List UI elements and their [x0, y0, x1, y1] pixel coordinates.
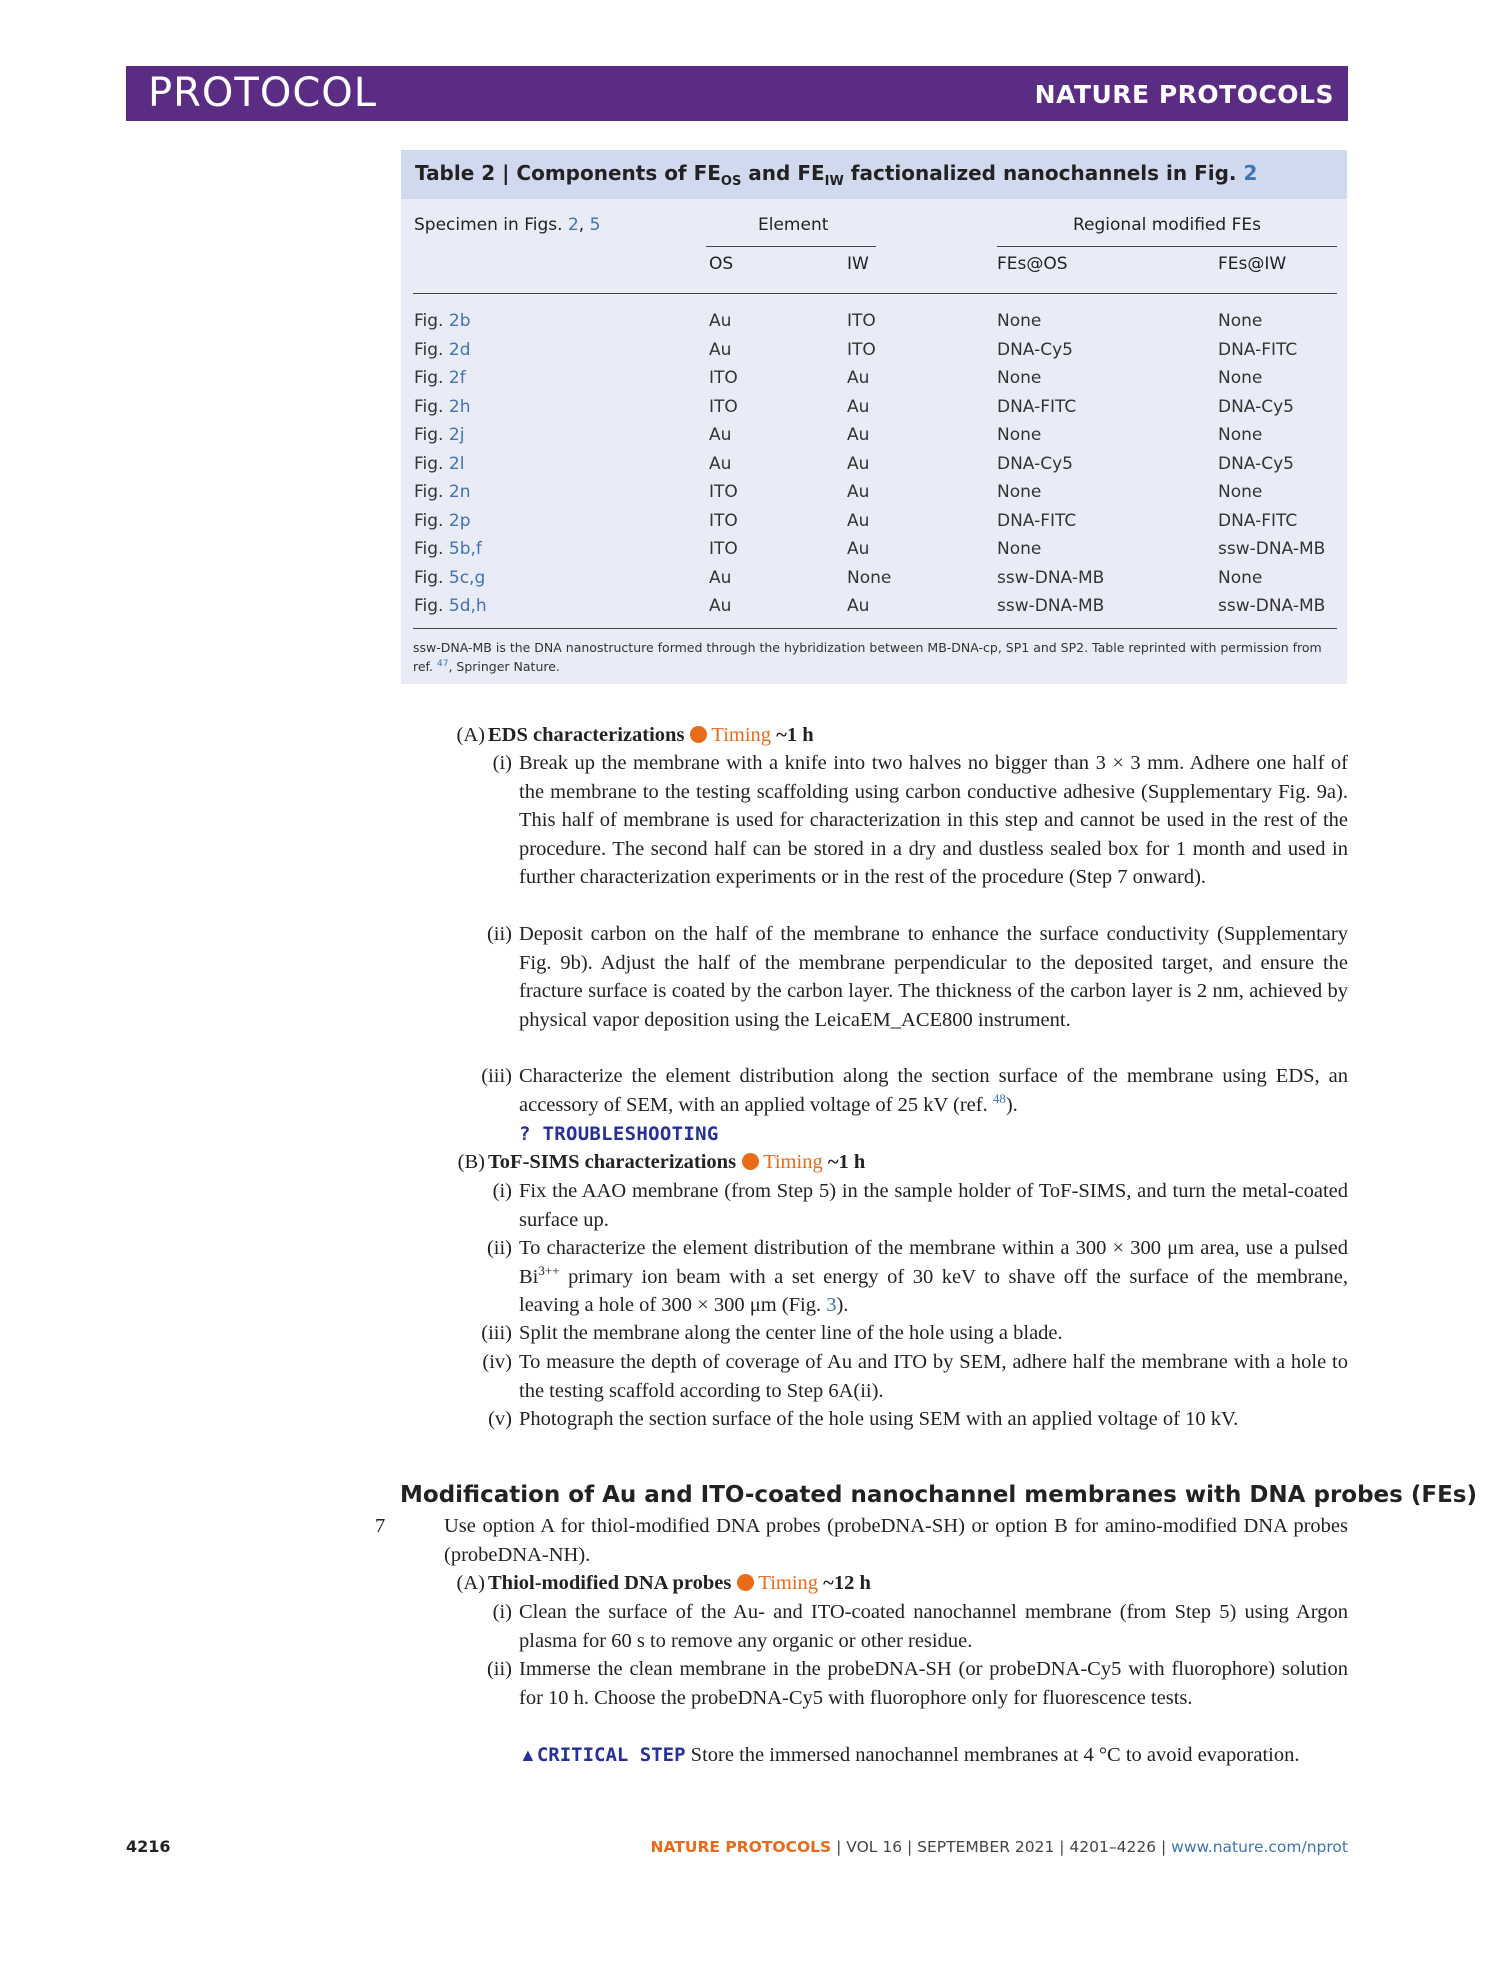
fig-link[interactable]: 2l — [448, 454, 465, 474]
fes-os-cell: ssw-DNA-MB — [997, 596, 1105, 616]
timing-dot-icon — [690, 726, 707, 743]
fig-link[interactable]: 5c,g — [448, 568, 486, 588]
section-label: PROTOCOL — [148, 70, 378, 116]
substep-text: Photograph the section surface of the hole using SEM with an applied voltage of 10 kV. — [519, 1408, 1239, 1430]
fes-iw-cell: None — [1218, 568, 1263, 588]
substep-label: (ii) — [486, 923, 512, 945]
header-banner — [126, 66, 1348, 121]
specimen-cell: Fig. 5d,h — [414, 596, 487, 616]
substep-text: To measure the depth of coverage of Au and ITO by SEM, adhere half the membrane with a hole to the testing scaffold according to Step 6A(ii). — [519, 1351, 1348, 1402]
table-footnote: ssw-DNA-MB is the DNA nanostructure formed through the hybridization between MB-DNA-cp, SP1 and SP2. Table reprinted with permission from ref. $^{47}$, Springer Nature. — [413, 640, 1322, 674]
step-number: 7 — [375, 1515, 386, 1537]
iw-cell: Au — [847, 368, 870, 388]
fes-iw-cell: ssw-DNA-MB — [1218, 539, 1326, 559]
iw-cell: ITO — [847, 340, 876, 360]
os-cell: Au — [709, 454, 732, 474]
bottom-rule — [413, 628, 1337, 629]
timing-dot-icon — [737, 1574, 754, 1591]
os-cell: Au — [709, 340, 732, 360]
warning-triangle-icon: ▲ — [519, 1745, 537, 1765]
specimen-cell: Fig. 2h — [414, 397, 471, 417]
option-heading: Thiol-modified DNA probes Timing ~12 h — [488, 1572, 871, 1594]
substep-label: (iii) — [481, 1065, 512, 1087]
substep-label: (v) — [488, 1408, 512, 1430]
option-label: (A) — [456, 1572, 485, 1594]
header-rule — [413, 293, 1337, 294]
col-specimen-header: Specimen in Figs. 2, 5 — [414, 215, 601, 235]
iw-cell: Au — [847, 425, 870, 445]
specimen-cell: Fig. 5c,g — [414, 568, 486, 588]
fig-link[interactable]: 5b,f — [448, 539, 482, 559]
fig-link[interactable]: 3 — [826, 1294, 837, 1316]
fes-os-cell: None — [997, 425, 1042, 445]
specimen-cell: Fig. 2n — [414, 482, 471, 502]
iw-cell: Au — [847, 539, 870, 559]
fes-iw-cell: None — [1218, 425, 1263, 445]
troubleshooting-link[interactable]: ? TROUBLESHOOTING — [519, 1123, 719, 1145]
substep-text: Split the membrane along the center line of the hole using a blade. — [519, 1322, 1063, 1344]
substep-label: (i) — [492, 1601, 512, 1623]
fig-link[interactable]: 5d,h — [448, 596, 487, 616]
option-heading: ToF-SIMS characterizations Timing ~1 h — [488, 1151, 866, 1173]
os-cell: ITO — [709, 539, 738, 559]
substep-text: Fix the AAO membrane (from Step 5) in the sample holder of ToF-SIMS, and turn the metal-coated surface up. — [519, 1180, 1348, 1231]
substep-text: Deposit carbon on the half of the membrane to enhance the surface conductivity (Supplementary Fig. 9b). Adjust the half of the membrane perpendicular to the deposited target, and ensure the fracture surface is coated by the carbon layer. The thickness of the carbon layer is 2 nm, achieved by physical vapor deposition using the LeicaEM_ACE800 instrument. — [519, 923, 1348, 1031]
col-iw-header: IW — [847, 254, 869, 274]
section-heading: Modification of Au and ITO-coated nanochannel membranes with DNA probes (FEs) — [400, 1482, 1477, 1508]
fig-link[interactable]: 2h — [448, 397, 471, 417]
fes-os-cell: None — [997, 368, 1042, 388]
ref-link[interactable]: 47 — [437, 658, 449, 669]
os-cell: Au — [709, 425, 732, 445]
os-cell: Au — [709, 311, 732, 331]
journal-url-link[interactable]: www.nature.com/nprot — [1171, 1838, 1348, 1856]
table-2 — [401, 150, 1347, 684]
specimen-cell: Fig. 2d — [414, 340, 471, 360]
fig-link[interactable]: 2b — [448, 311, 471, 331]
fig-link[interactable]: 2j — [448, 425, 465, 445]
fes-os-cell: ssw-DNA-MB — [997, 568, 1105, 588]
iw-cell: Au — [847, 511, 870, 531]
os-cell: ITO — [709, 482, 738, 502]
option-heading: EDS characterizations Timing ~1 h — [488, 724, 814, 746]
step-text: Use option A for thiol-modified DNA probes (probeDNA-SH) or option B for amino-modified DNA probes (probeDNA-NH). — [444, 1515, 1348, 1566]
substep-text: Break up the membrane with a knife into two halves no bigger than 3 × 3 mm. Adhere one half of the membrane to the testing scaffolding using carbon conductive adhesive (Supplementary Fig. 9a). This half of membrane is used for characterization in this step and cannot be used in the rest of the procedure. The second half can be stored in a dry and dustless sealed box for 1 month and used in further characterization experiments or in the rest of the procedure (Step 7 onward). — [519, 752, 1348, 888]
fig-link[interactable]: 2 — [1243, 161, 1258, 185]
critical-step-note: ▲CRITICAL STEP Store the immersed nanochannel membranes at 4 °C to avoid evaporation. — [519, 1744, 1300, 1766]
iw-cell: Au — [847, 397, 870, 417]
os-cell: ITO — [709, 511, 738, 531]
fes-iw-cell: DNA-FITC — [1218, 340, 1298, 360]
fes-os-cell: None — [997, 482, 1042, 502]
specimen-cell: Fig. 5b,f — [414, 539, 482, 559]
specimen-cell: Fig. 2j — [414, 425, 465, 445]
group-rule — [706, 246, 876, 247]
substep-label: (iii) — [481, 1322, 512, 1344]
fes-os-cell: DNA-FITC — [997, 511, 1077, 531]
fig-link[interactable]: 2f — [448, 368, 466, 388]
iw-cell: Au — [847, 482, 870, 502]
group-element-header: Element — [758, 215, 829, 235]
substep-label: (i) — [492, 1180, 512, 1202]
fes-iw-cell: None — [1218, 311, 1263, 331]
fes-os-cell: DNA-Cy5 — [997, 340, 1073, 360]
specimen-cell: Fig. 2f — [414, 368, 466, 388]
fig-link[interactable]: 2 — [567, 215, 579, 235]
specimen-cell: Fig. 2p — [414, 511, 471, 531]
substep-label: (ii) — [486, 1237, 512, 1259]
col-fes-os-header: FEs@OS — [997, 254, 1068, 274]
fes-iw-cell: DNA-Cy5 — [1218, 454, 1294, 474]
option-label: (B) — [457, 1151, 485, 1173]
fig-link[interactable]: 2p — [448, 511, 471, 531]
col-fes-iw-header: FEs@IW — [1218, 254, 1287, 274]
fig-link[interactable]: 2n — [448, 482, 471, 502]
fes-iw-cell: None — [1218, 368, 1263, 388]
iw-cell: Au — [847, 454, 870, 474]
specimen-cell: Fig. 2l — [414, 454, 465, 474]
group-regional-header: Regional modified FEs — [1073, 215, 1261, 235]
fes-iw-cell: DNA-Cy5 — [1218, 397, 1294, 417]
fig-link[interactable]: 5 — [589, 215, 601, 235]
substep-text: Immerse the clean membrane in the probeDNA-SH (or probeDNA-Cy5 with fluorophore) solution for 10 h. Choose the probeDNA-Cy5 with fluorophore only for fluorescence tests. — [519, 1658, 1348, 1709]
fes-os-cell: None — [997, 539, 1042, 559]
timing-dot-icon — [742, 1153, 759, 1170]
os-cell: Au — [709, 568, 732, 588]
os-cell: ITO — [709, 368, 738, 388]
fes-os-cell: DNA-FITC — [997, 397, 1077, 417]
option-label: (A) — [456, 724, 485, 746]
iw-cell: Au — [847, 596, 870, 616]
footer-citation: NATURE PROTOCOLS | VOL 16 | SEPTEMBER 2021 | 4201–4226 | www.nature.com/nprot — [650, 1838, 1348, 1856]
fes-os-cell: DNA-Cy5 — [997, 454, 1073, 474]
substep-text: Clean the surface of the Au- and ITO-coated nanochannel membrane (from Step 5) using Argon plasma for 60 s to remove any organic or other residue. — [519, 1601, 1348, 1652]
os-cell: ITO — [709, 397, 738, 417]
journal-name: NATURE PROTOCOLS — [1034, 80, 1334, 109]
iw-cell: None — [847, 568, 892, 588]
substep-label: (iv) — [482, 1351, 512, 1373]
substep-label: (ii) — [486, 1658, 512, 1680]
os-cell: Au — [709, 596, 732, 616]
table-title: Table 2 | Components of $FE_{OS}$ and $FE_{IW}$ factionalized nanochannels in Fig. 2 — [415, 161, 1258, 189]
fes-iw-cell: DNA-FITC — [1218, 511, 1298, 531]
iw-cell: ITO — [847, 311, 876, 331]
fes-iw-cell: ssw-DNA-MB — [1218, 596, 1326, 616]
specimen-cell: Fig. 2b — [414, 311, 471, 331]
fig-link[interactable]: 2d — [448, 340, 471, 360]
substep-label: (i) — [492, 752, 512, 774]
fes-os-cell: None — [997, 311, 1042, 331]
group-rule — [997, 246, 1337, 247]
page-number: 4216 — [126, 1837, 171, 1856]
ref-link[interactable]: 48 — [992, 1090, 1006, 1106]
table-title-bar — [401, 150, 1347, 199]
fes-iw-cell: None — [1218, 482, 1263, 502]
substep-text: To characterize the element distribution of the membrane within a 300 × 300 μm area, use a pulsed $Bi^{3++}$ primary ion beam with a set energy of 30 keV to shave off the surface of the membrane, leaving a hole of 300 × 300 μm (Fig. 3). — [519, 1237, 1348, 1316]
substep-text: Characterize the element distribution along the section surface of the membrane using EDS, an accessory of SEM, with an applied voltage of 25 kV (ref. $^{48}$). — [519, 1065, 1348, 1116]
col-os-header: OS — [709, 254, 734, 274]
